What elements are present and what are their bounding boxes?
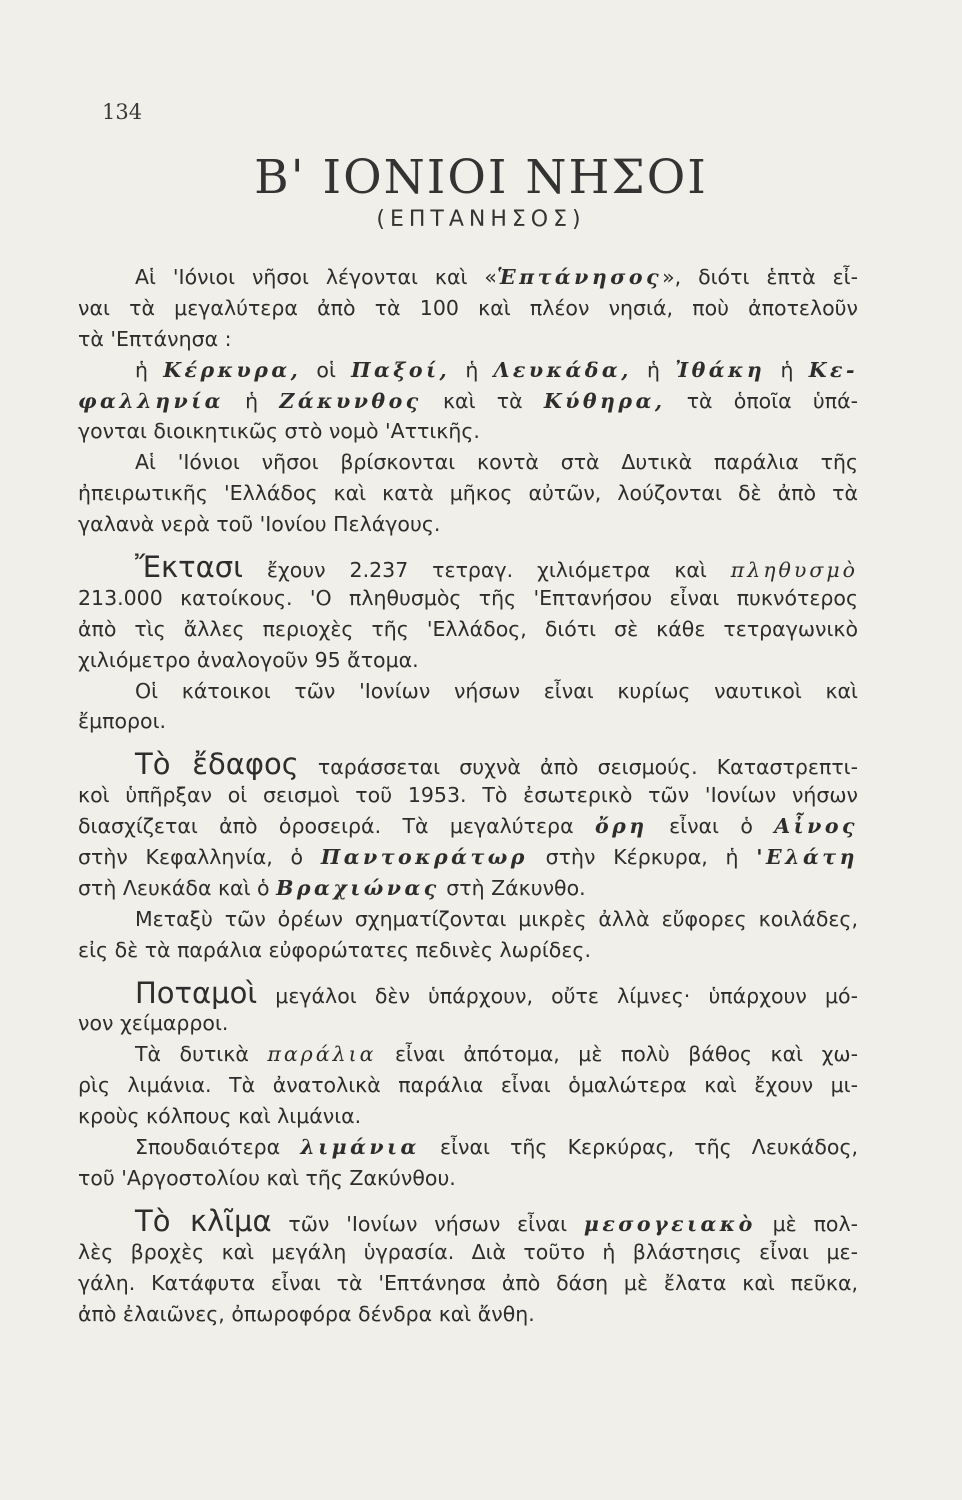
text-line [78, 1132, 858, 1163]
text-line [78, 552, 858, 583]
text-line: ρὶς λιμάνια. Τὰ ἀνατολικὰ παράλια εἶναι ὁμαλώτερα καὶ ἔχουν μι- [78, 1073, 858, 1098]
text-line [78, 262, 858, 293]
page-number: 134 [102, 100, 143, 124]
text-line: γαλανὰ νερὰ τοῦ 'Ιονίου Πελάγους. [78, 512, 441, 537]
text-run: καὶ τὰ [421, 388, 544, 413]
island-name: Λευκάδα, [493, 357, 632, 382]
mountain-name: 'Ελάτη [756, 845, 858, 870]
island-name: Κε- [808, 357, 859, 382]
text-line: ἔμποροι. [78, 709, 167, 734]
text-run: στὴν Κεφαλληνία, ὁ [78, 845, 321, 870]
text-run: εἶναι ὁ [647, 814, 775, 839]
text-run: μὲ πολ- [755, 1211, 858, 1236]
emphasized-term: πληθυσμὸ [730, 558, 858, 583]
text-line [78, 873, 858, 904]
island-name: Κέρκυρα, [163, 357, 302, 382]
emphasized-term: μεσογειακὸ [583, 1211, 756, 1236]
text-run: Αἱ 'Ιόνιοι νῆσοι λέγονται καὶ « [135, 265, 497, 289]
text-run: μεγάλοι δὲν ὑπάρχουν, οὔτε λίμνες· ὑπάρχουν μό- [257, 983, 858, 1008]
text-line [78, 355, 858, 386]
island-name: Παξοί, [351, 357, 451, 382]
text-line: λὲς βροχὲς καὶ μεγάλη ὑγρασία. Διὰ τοῦτο ἡ βλάστησις εἶναι με- [78, 1239, 858, 1264]
text-line: γονται διοικητικῶς στὸ νομὸ 'Αττικῆς. [78, 419, 480, 444]
text-run: στὴ Ζάκυνθο. [439, 875, 586, 900]
text-line: χιλιόμετρο ἀναλογοῦν 95 ἄτομα. [78, 647, 419, 672]
section-heading: Ἔκτασι [135, 550, 243, 585]
island-name: Κύθηρα, [543, 388, 666, 413]
emphasized-term: λιμάνια [300, 1135, 420, 1160]
text-run: ταράσσεται συχνὰ ἀπὸ σεισμούς. Καταστρεπτι- [298, 755, 858, 780]
emphasized-term: ὄρη [594, 814, 648, 839]
text-run: ἡ [135, 357, 164, 382]
text-line [78, 842, 858, 873]
text-line: ἠπειρωτικῆς 'Ελλάδος καὶ κατὰ μῆκος αὐτῶν, λούζονται δὲ ἀπὸ τὰ [78, 481, 858, 506]
text-line: Οἱ κάτοικοι τῶν 'Ιονίων νήσων εἶναι κυρίως ναυτικοὶ καὶ [135, 678, 858, 703]
chapter-subtitle: (ΕΠΤΑΝΗΣΟΣ) [376, 207, 586, 232]
text-run: ἡ [765, 357, 809, 382]
chapter-title: Β' ΙΟΝΙΟΙ ΝΗΣΟΙ [254, 150, 708, 205]
text-line: νον χείμαρροι. [78, 1011, 229, 1036]
text-run: εἶναι τῆς Κερκύρας, τῆς Λευκάδος, [419, 1135, 859, 1160]
text-line [78, 1203, 858, 1238]
text-run: ἡ [223, 388, 280, 413]
text-run: οἱ [301, 357, 352, 382]
text-line [78, 811, 858, 842]
text-line: τοῦ 'Αργοστολίου καὶ τῆς Ζακύνθου. [78, 1165, 456, 1190]
emphasized-term: Ἑπτάνησος [496, 265, 663, 289]
section-heading: Τὸ κλῖμα [135, 1203, 272, 1238]
text-line: τὰ 'Επτάνησα : [78, 326, 232, 351]
text-run: ἔχουν 2.237 τετραγ. χιλιόμετρα καὶ [242, 558, 731, 583]
text-run: διασχίζεται ἀπὸ ὀροσειρά. Τὰ μεγαλύτερα [78, 814, 595, 839]
text-run: Τὰ δυτικὰ [135, 1042, 268, 1067]
island-name: Ἰθάκη [675, 357, 766, 382]
mountain-name: Αἶνος [774, 814, 858, 839]
section-heading: Τὸ ἔδαφος [135, 747, 299, 782]
text-line: κοὶ ὑπῆρξαν οἱ σεισμοὶ τοῦ 1953. Τὸ ἐσωτερικὸ τῶν 'Ιονίων νήσων [78, 783, 858, 808]
text-run: Σπουδαιότερα [135, 1135, 301, 1160]
body-text [78, 262, 858, 1329]
text-line: ἀπὸ ἐλαιῶνες, ὀπωροφόρα δένδρα καὶ ἄνθη. [78, 1301, 535, 1326]
text-line: Μεταξὺ τῶν ὀρέων σχηματίζονται μικρὲς ἀλλὰ εὔφορες κοιλάδες, [135, 906, 858, 931]
text-line [78, 386, 858, 417]
emphasized-term: παράλια [267, 1042, 377, 1067]
text-run: εἶναι ἀπότομα, μὲ πολὺ βάθος καὶ χω- [376, 1042, 858, 1067]
text-line: γάλη. Κατάφυτα εἶναι τὰ 'Επτάνησα ἀπὸ δάση μὲ ἔλατα καὶ πεῦκα, [78, 1270, 858, 1295]
island-name: φαλληνία [78, 388, 224, 413]
text-line: κροὺς κόλπους καὶ λιμάνια. [78, 1104, 362, 1129]
text-run: », διότι ἑπτὰ εἶ- [662, 265, 858, 289]
text-run: τῶν 'Ιονίων νήσων εἶναι [271, 1211, 584, 1236]
mountain-name: Βραχιώνας [276, 875, 440, 900]
text-run: στὴν Κέρκυρα, ἡ [527, 845, 757, 870]
text-line: ναι τὰ μεγαλύτερα ἀπὸ τὰ 100 καὶ πλέον νησιά, ποὺ ἀποτελοῦν [78, 295, 858, 320]
section-heading: Ποταμοὶ [135, 975, 258, 1010]
text-line [78, 975, 858, 1010]
mountain-name: Παντοκράτωρ [320, 845, 528, 870]
island-name: Ζάκυνθος [279, 388, 422, 413]
text-line: Αἱ 'Ιόνιοι νῆσοι βρίσκονται κοντὰ στὰ Δυτικὰ παράλια τῆς [135, 450, 858, 475]
text-run: ἡ [631, 357, 676, 382]
text-line: ἀπὸ τὶς ἄλλες περιοχὲς τῆς 'Ελλάδος, διότι σὲ κάθε τετραγωνικὸ [78, 616, 858, 641]
text-run: ἡ [450, 357, 494, 382]
text-line [78, 749, 858, 780]
text-run: τὰ ὁποῖα ὑπά- [665, 388, 859, 413]
text-line: εἰς δὲ τὰ παράλια εὐφορώτατες πεδινὲς λωρίδες. [78, 937, 591, 962]
text-line: 213.000 κατοίκους. 'Ο πληθυσμὸς τῆς 'Επτανήσου εἶναι πυκνότερος [78, 585, 858, 610]
text-run: στὴ Λευκάδα καὶ ὁ [78, 875, 277, 900]
text-line [78, 1039, 858, 1070]
